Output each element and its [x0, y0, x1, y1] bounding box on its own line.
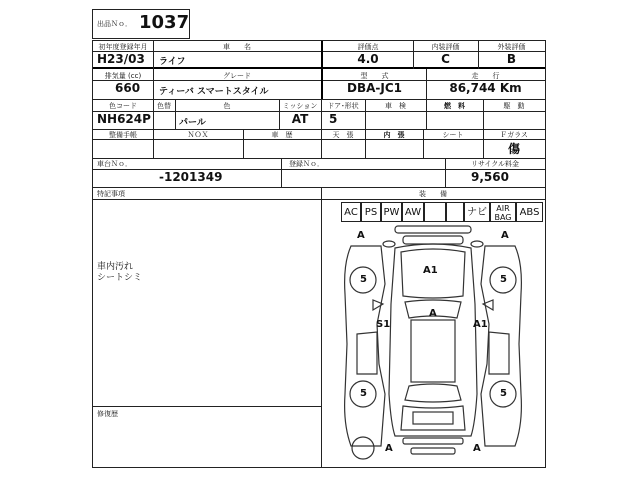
rule — [93, 99, 545, 100]
chassis-label: 車台Ｎｏ． — [97, 160, 132, 168]
equipment-empty — [424, 202, 446, 222]
mark-left-side: S1 — [376, 319, 391, 330]
mark-windshield: A — [429, 308, 437, 319]
mark-rear-right-wheel: 5 — [500, 388, 507, 399]
recycle-fee-label: リサイクル料金 — [470, 160, 520, 168]
exterior-grade-label: 外装評価 — [497, 43, 526, 51]
remarks-label: 特記事項 — [97, 190, 125, 198]
rule — [93, 406, 321, 407]
remark-line: シートシミ — [97, 273, 143, 283]
equipment-empty — [446, 202, 464, 222]
doors-label: ドア･形状 — [327, 102, 359, 110]
equipment-ps: PS — [361, 202, 381, 222]
mark-rear-left-wheel: 5 — [360, 388, 367, 399]
color-label: 色 — [223, 102, 231, 110]
color-code: NH624P — [97, 112, 151, 126]
grade-label: グレード — [223, 72, 251, 80]
inspection-label: 車 検 — [385, 102, 406, 110]
reg-date: H23/03 — [97, 52, 145, 66]
mark-front-right-wheel: 5 — [500, 274, 507, 285]
windshield-condition: 傷 — [507, 142, 520, 156]
model-code-label: 型 式 — [360, 72, 389, 80]
mark-right-side: A1 — [473, 319, 488, 330]
mark-front-left-wheel: 5 — [360, 274, 367, 285]
displacement-label: 排気量 (cc) — [104, 72, 142, 80]
roof-lining-label: 天 張 — [332, 131, 354, 139]
mark-front-right: A — [501, 230, 509, 241]
doors: 5 — [329, 112, 338, 126]
color: パール — [179, 118, 206, 128]
mark-front-left: A — [357, 230, 365, 241]
rule — [93, 199, 545, 200]
equipment-airbag: AIR BAG — [490, 202, 516, 222]
damage-diagram — [323, 224, 543, 466]
equipment-aw: AW — [402, 202, 424, 222]
inspection-sheet — [92, 40, 546, 468]
mark-rear-right: A — [473, 443, 481, 454]
interior-grade: C — [441, 52, 450, 66]
rule — [321, 187, 322, 467]
reg-date-label: 初年度登録年月 — [98, 43, 148, 51]
color-code-label: 色コード — [109, 102, 137, 110]
lot-number: 1037 — [139, 12, 190, 33]
mileage-label: 走 行 — [471, 72, 500, 80]
lot-number-label: 出品Ｎｏ． — [97, 20, 132, 28]
exterior-grade: B — [506, 52, 517, 66]
model-label: 車 名 — [223, 43, 251, 51]
nox-label: ＮＯＸ — [187, 131, 209, 139]
rule — [93, 187, 545, 188]
transmission: AT — [291, 112, 309, 126]
score-label: 評価点 — [357, 43, 379, 51]
service-book-label: 整備手帳 — [109, 131, 137, 139]
lot-number-box — [92, 9, 190, 39]
fuel-label: 燃 料 — [444, 102, 465, 110]
history-label: 車 歴 — [271, 131, 293, 139]
windshield-label: Ｆガラス — [500, 131, 528, 139]
seat-label: シート — [442, 131, 464, 139]
equipment-ac: AC — [341, 202, 361, 222]
equipment-label: 装 備 — [419, 190, 447, 198]
door-trim-label: 内 張 — [383, 131, 405, 139]
repair-history-label: 修復歴 — [97, 410, 118, 418]
chassis-number: -1201349 — [159, 170, 223, 184]
equipment-navi: ナビ — [464, 202, 490, 222]
mark-bonnet: A1 — [423, 265, 438, 276]
grade: ティーバ スマートスタイル — [159, 87, 269, 97]
mark-rear-left: A — [385, 443, 393, 454]
car-outline-icon — [323, 224, 543, 466]
rule — [281, 158, 282, 187]
model-code: DBA-JC1 — [347, 81, 402, 95]
color-change-label: 色替 — [157, 102, 171, 110]
equipment-abs: ABS — [516, 202, 543, 222]
drive-label: 駆 動 — [503, 102, 525, 110]
score: 4.0 — [357, 52, 379, 66]
equipment-pw: PW — [381, 202, 402, 222]
recycle-fee: 9,560 — [471, 170, 509, 184]
registration-number-label: 登録Ｎｏ． — [289, 160, 324, 168]
displacement: 660 — [115, 81, 141, 95]
remark-line: 車内汚れ — [97, 262, 134, 272]
model-name: ライフ — [159, 57, 186, 67]
transmission-label: ミッション — [282, 102, 318, 110]
interior-grade-label: 内装評価 — [431, 43, 460, 51]
mileage: 86,744 Km — [449, 81, 522, 95]
